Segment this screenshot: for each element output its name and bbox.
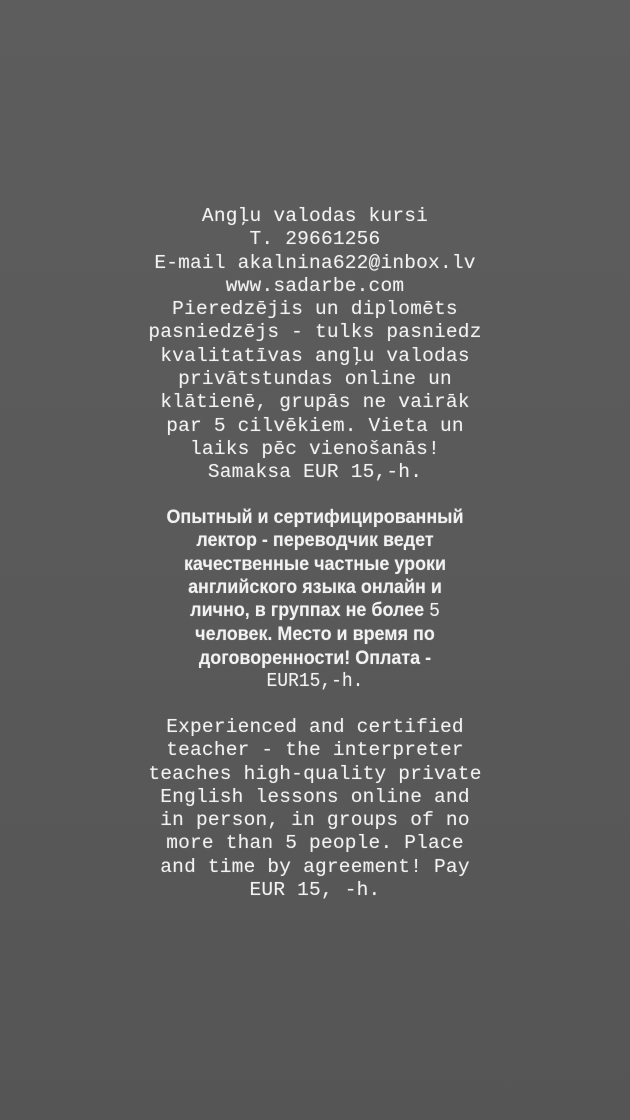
english-price: EUR 15, -h.	[249, 879, 381, 902]
latvian-text-line: laiks pēc vienošanās!	[190, 437, 440, 460]
english-text-block	[0, 716, 630, 902]
course-title: Angļu valodas kursi	[201, 205, 429, 227]
russian-text-line: Опытный и сертифицированный	[166, 506, 464, 528]
latvian-text-line: kvalitatīvas angļu valodas	[160, 344, 470, 367]
latvian-text-line: par 5 cilvēkiem. Vieta un	[166, 414, 464, 437]
phone-number: T. 29661256	[249, 228, 381, 251]
latvian-text-line: privātstundas online un	[178, 368, 452, 391]
latvian-text-block	[0, 205, 630, 485]
english-text-line: more than 5 people. Place	[166, 832, 464, 855]
english-text-line: English lessons online and	[160, 785, 470, 808]
english-text-line: teacher - the interpreter	[166, 739, 464, 762]
russian-text-line	[25, 599, 605, 623]
latvian-text-line: pasniedzējs - tulks pasniedz	[148, 321, 482, 344]
russian-text-block	[25, 506, 605, 693]
russian-text-line: качественные частные уроки	[183, 552, 447, 575]
website-link: www.sadarbe.com	[225, 274, 405, 297]
english-text-line: Experienced and certified	[166, 716, 464, 738]
russian-text-line: английского языка онлайн и	[188, 575, 442, 598]
latvian-price: Samaksa EUR 15,-h.	[207, 461, 423, 484]
english-text-line: and time by agreement! Pay	[160, 855, 470, 878]
latvian-text-line: klātienē, grupās ne vairāk	[160, 391, 470, 414]
latvian-text-line: Pieredzējis un diplomēts	[172, 298, 458, 321]
english-text-line: in person, in groups of no	[160, 809, 470, 832]
russian-text-fragment: лично, в группах не более	[190, 599, 425, 622]
russian-text-line: человек. Место и время по	[195, 623, 435, 646]
russian-price: EUR15,-h.	[266, 670, 364, 693]
russian-text-line: договоренности! Оплата -	[198, 646, 432, 669]
russian-text-line: лектор - переводчик ведет	[196, 529, 434, 552]
email-address: E-mail akalnina622@inbox.lv	[154, 251, 476, 274]
russian-group-size: 5	[429, 600, 440, 623]
english-text-line: teaches high-quality private	[148, 762, 482, 785]
